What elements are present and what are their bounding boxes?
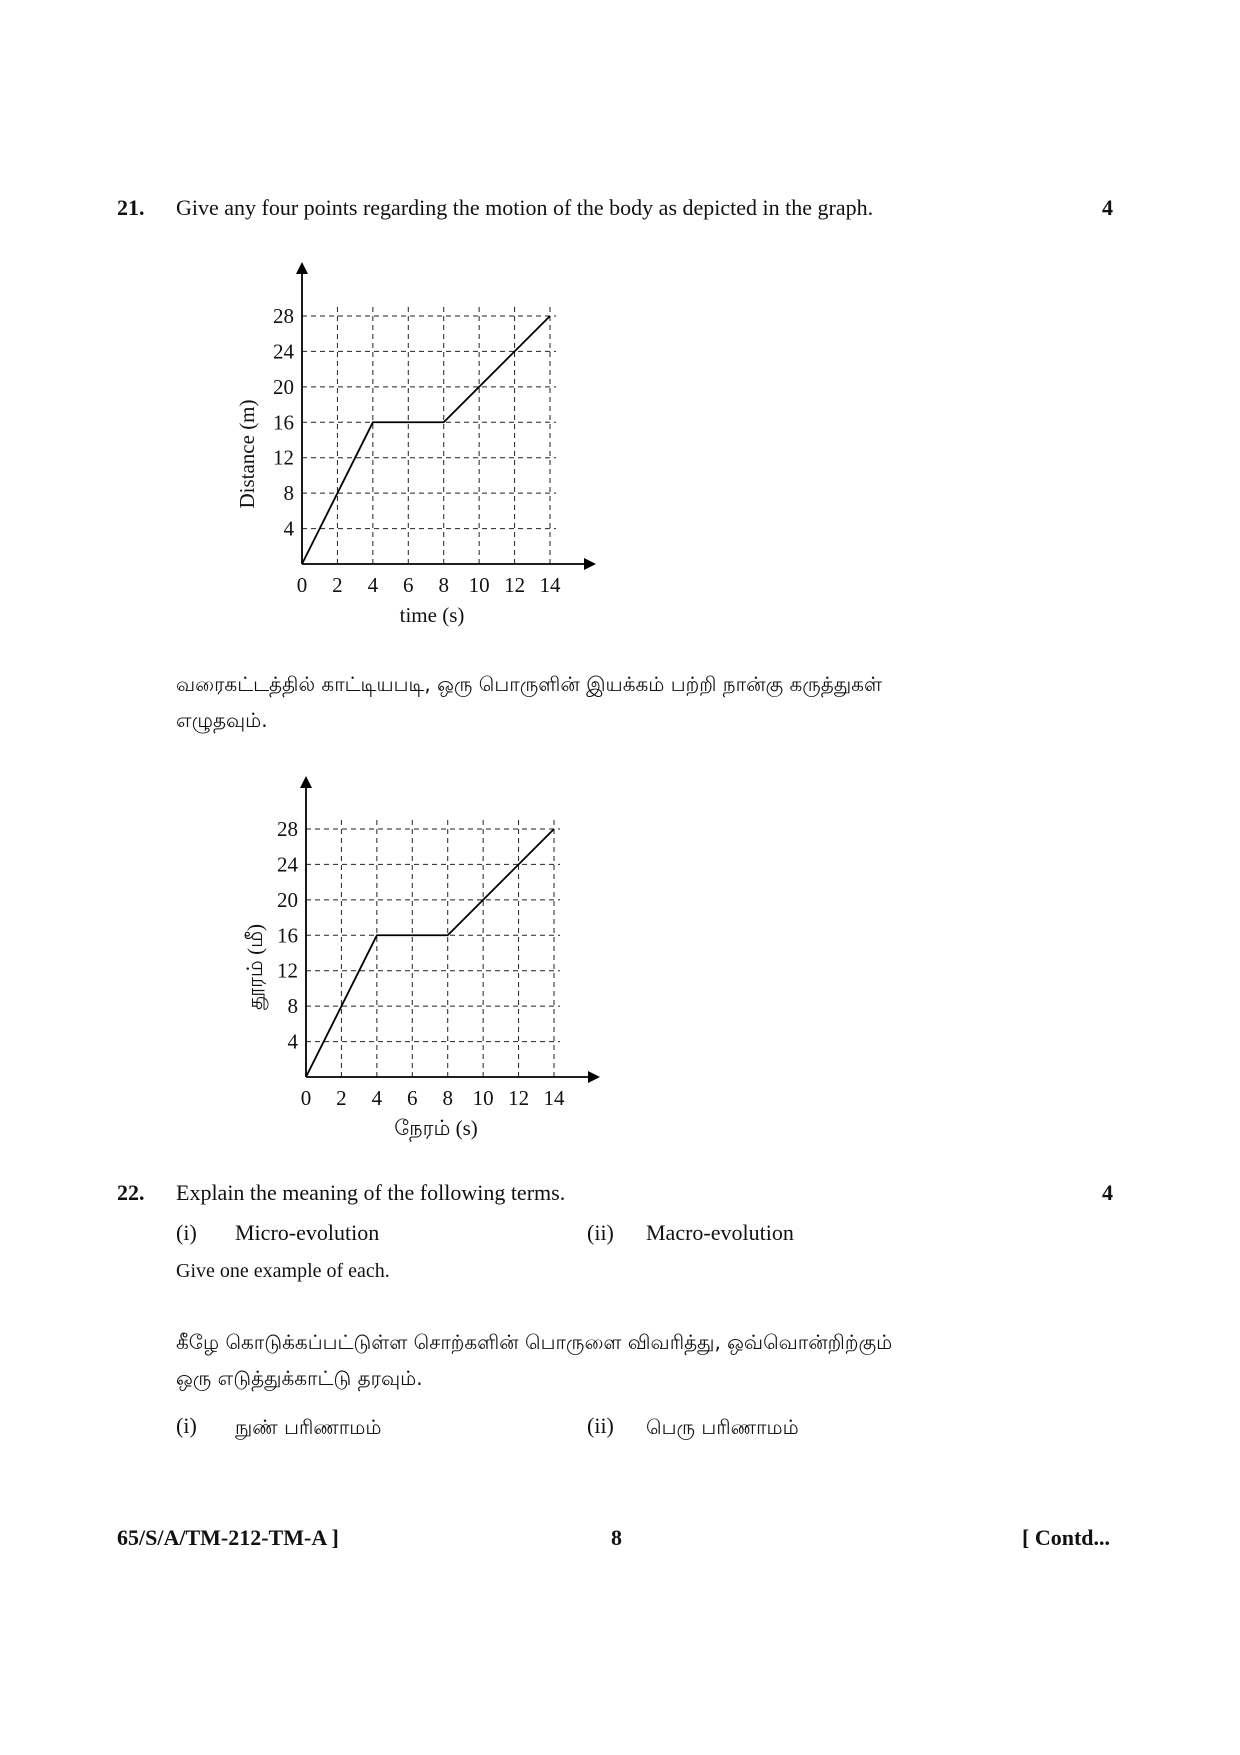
tamil-option-2-text: பெரு பரிணாமம் [646,1415,799,1439]
x-axis-arrow [588,1071,600,1083]
paper-code: 65/S/A/TM-212-TM-A ] [117,1525,339,1550]
y-tick-label: 20 [277,887,298,912]
y-tick-label: 8 [287,994,298,1019]
y-axis-label: Distance (m) [235,399,259,509]
question-21-tamil-line1: வரைகட்டத்தில் காட்டியபடி, ஒரு பொருளின் இயக்கம் பற்றி நான்கு கருத்துகள் [176,672,883,696]
option-1-text: Micro-evolution [235,1220,380,1245]
y-tick-label: 24 [277,852,298,877]
x-tick-label: 6 [407,1086,418,1110]
question-22-tamil-line1: கீழே கொடுக்கப்பட்டுள்ள சொற்களின் பொருளை விவரித்து, ஒவ்வொன்றிற்கும் [176,1330,893,1354]
option-2-text: Macro-evolution [646,1220,794,1245]
x-tick-label: 4 [367,573,379,597]
distance-time-line [306,829,554,1077]
continued-note: [ Contd... [1022,1525,1111,1550]
tamil-option-1-text: நுண் பரிணாமம் [235,1415,382,1439]
y-tick-label: 8 [283,481,294,506]
page-number: 8 [611,1525,622,1550]
x-tick-label: 8 [438,573,449,597]
y-tick-label: 28 [273,304,294,328]
x-tick-label: 14 [543,1086,565,1110]
y-tick-label: 20 [273,374,294,399]
y-axis-label: தூரம் (மீ) [243,923,267,1011]
question-22-subtext: Give one example of each. [176,1260,390,1282]
x-tick-label: 2 [336,1086,347,1110]
y-axis-arrow [300,776,312,788]
question-22-tamil-line2: ஒரு எடுத்துக்காட்டு தரவும். [176,1366,423,1390]
y-tick-label: 16 [277,923,298,948]
x-axis-label: நேரம் (s) [394,1116,478,1140]
x-tick-label: 2 [332,573,343,597]
x-tick-label: 4 [371,1086,383,1110]
question-22-number: 22. [117,1180,145,1205]
x-axis-label: time (s) [399,603,465,627]
y-tick-label: 12 [277,958,298,983]
option-1-number: (i) [176,1220,197,1245]
y-tick-label: 4 [287,1029,298,1054]
x-tick-label: 0 [300,1086,312,1110]
x-tick-label: 12 [508,1086,530,1110]
y-tick-label: 12 [273,445,294,470]
question-21-number: 21. [117,195,145,220]
question-21-text: Give any four points regarding the motion of the body as depicted in the graph. [176,195,874,220]
x-tick-label: 8 [442,1086,453,1110]
x-tick-label: 0 [296,573,308,597]
tamil-option-1-number: (i) [176,1413,197,1438]
y-tick-label: 24 [273,339,294,364]
option-2-number: (ii) [587,1220,614,1245]
x-tick-label: 10 [468,573,490,597]
x-tick-label: 14 [539,573,561,597]
x-tick-label: 6 [403,573,414,597]
x-tick-label: 12 [504,573,526,597]
question-21-tamil-line2: எழுதவும். [176,708,268,732]
y-tick-label: 16 [273,410,294,435]
question-22-text: Explain the meaning of the following terms. [176,1180,566,1205]
tamil-option-2-number: (ii) [587,1413,614,1438]
question-22-marks: 4 [1102,1180,1113,1205]
y-tick-label: 28 [277,817,298,841]
x-tick-label: 10 [472,1086,494,1110]
question-21-marks: 4 [1102,195,1113,220]
y-tick-label: 4 [283,516,294,541]
